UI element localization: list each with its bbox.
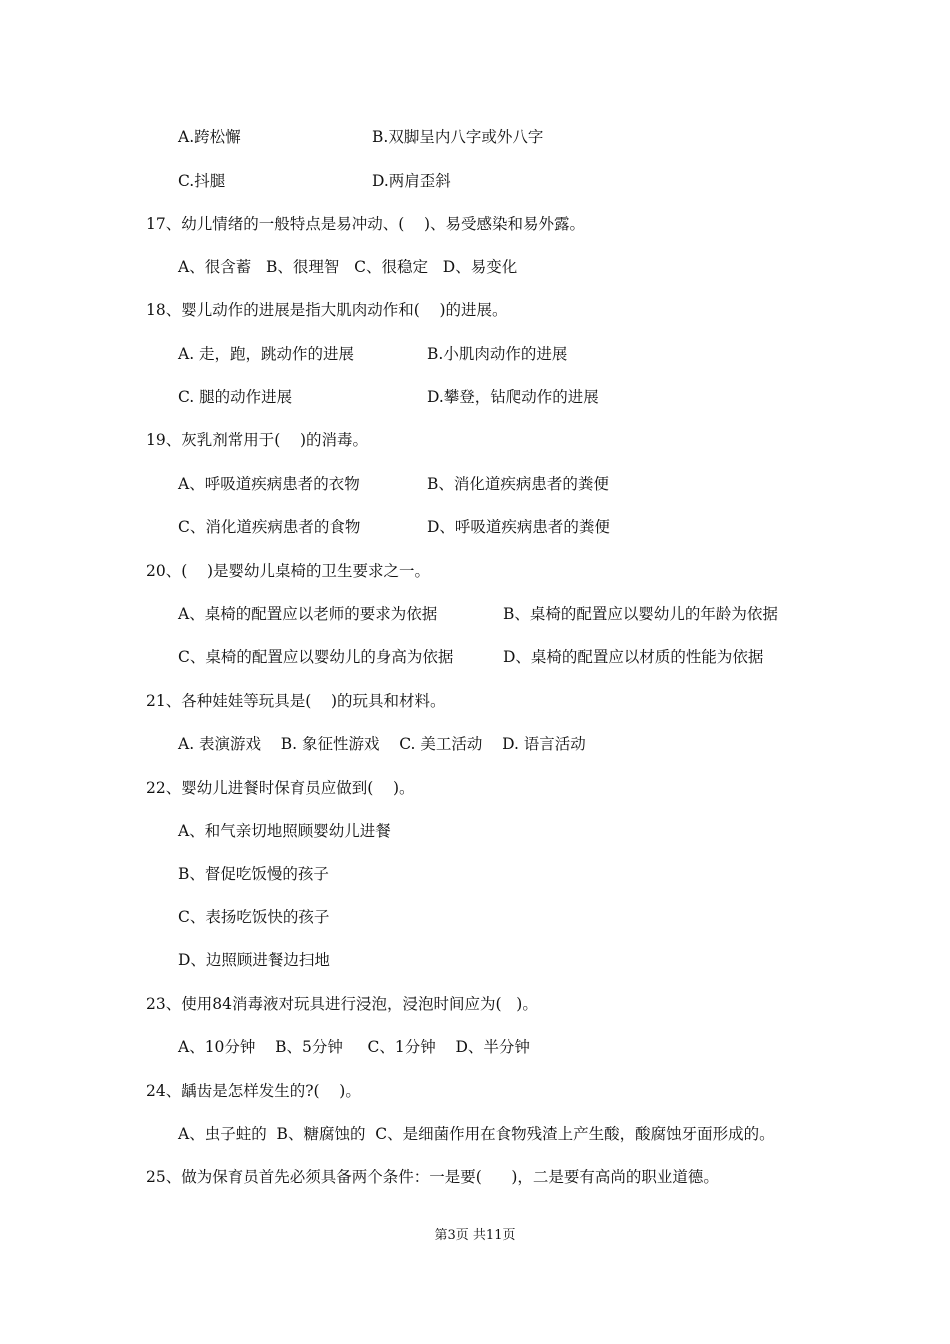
answer-options: A、10分钟 B、5分钟 C、1分钟 D、半分钟: [178, 1038, 530, 1056]
question-text: 25、做为保育员首先必须具备两个条件：一是要( )，二是要有高尚的职业道德。: [146, 1168, 719, 1186]
answer-option: B.小肌肉动作的进展: [427, 345, 568, 363]
question-text: 20、( )是婴幼儿桌椅的卫生要求之一。: [146, 562, 431, 580]
question-text: 24、龋齿是怎样发生的?( )。: [146, 1082, 361, 1100]
answer-option: C.抖腿: [178, 172, 226, 190]
answer-options: C、表扬吃饭快的孩子: [178, 908, 330, 926]
page-footer: 第3页 共11页: [434, 1228, 516, 1243]
answer-options: A、和气亲切地照顾婴幼儿进餐: [178, 822, 391, 840]
answer-option: A、呼吸道疾病患者的衣物: [178, 475, 360, 493]
answer-option: A、桌椅的配置应以老师的要求为依据: [178, 605, 438, 623]
question-text: 19、灰乳剂常用于( )的消毒。: [146, 431, 369, 449]
question-text: 22、婴幼儿进餐时保育员应做到( )。: [146, 779, 415, 797]
question-text: 21、各种娃娃等玩具是( )的玩具和材料。: [146, 692, 446, 710]
answer-option: B、桌椅的配置应以婴幼儿的年龄为依据: [503, 605, 778, 623]
answer-options: A. 表演游戏 B. 象征性游戏 C. 美工活动 D. 语言活动: [178, 735, 586, 753]
answer-options: B、督促吃饭慢的孩子: [178, 865, 329, 883]
answer-option: A.跨松懈: [178, 128, 241, 146]
question-text: 17、幼儿情绪的一般特点是易冲动、( )、易受感染和易外露。: [146, 215, 586, 233]
answer-options: D、边照顾进餐边扫地: [178, 951, 330, 969]
answer-options: A、虫子蛀的 B、糖腐蚀的 C、是细菌作用在食物残渣上产生酸，酸腐蚀牙面形成的。: [178, 1125, 775, 1143]
answer-option: D.两肩歪斜: [372, 172, 451, 190]
answer-option: C、桌椅的配置应以婴幼儿的身高为依据: [178, 648, 454, 666]
answer-option: C、消化道疾病患者的食物: [178, 518, 361, 536]
answer-options: A、很含蓄 B、很理智 C、很稳定 D、易变化: [178, 258, 518, 276]
answer-option: D、桌椅的配置应以材质的性能为依据: [503, 648, 764, 666]
answer-option: B.双脚呈内八字或外八字: [372, 128, 544, 146]
answer-option: B、消化道疾病患者的粪便: [427, 475, 609, 493]
answer-option: D、呼吸道疾病患者的粪便: [427, 518, 610, 536]
question-text: 23、使用84消毒液对玩具进行浸泡，浸泡时间应为( )。: [146, 995, 538, 1013]
question-text: 18、婴儿动作的进展是指大肌肉动作和( )的进展。: [146, 301, 508, 319]
answer-option: D.攀登，钻爬动作的进展: [427, 388, 599, 406]
answer-option: C. 腿的动作进展: [178, 388, 293, 406]
answer-option: A. 走，跑，跳动作的进展: [178, 345, 355, 363]
